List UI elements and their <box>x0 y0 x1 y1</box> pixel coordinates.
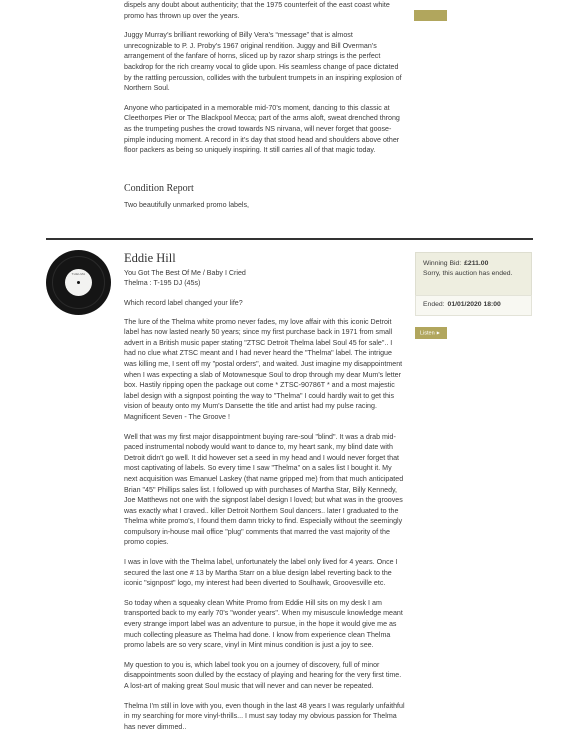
condition-text: Two beautifully unmarked promo labels, <box>124 201 249 209</box>
play-icon: ▶ <box>436 330 440 335</box>
description-paragraph: My question to you is, which label took you on a journey of discovery, full of minor disappointments soon dulled by the ecstacy of playing and hearing for the very first time. A lost-art of making great Soul music that will never and can never be repeated. <box>124 660 402 690</box>
description-paragraph: The lure of the Thelma white promo never fades, my love affair with this iconic Detroit label has now lasted nearly 50 years; since my first purchase back in 1971 from small advert in a British music paper stating "ZTSC Detroit Thelma label Soul 45 for sale".. I had no clue what ZTSC meant and I had never heard the "Thelma" label. The intrigue was killing me, I sent off my "postal orders", and waited. Just imagine my disappointment when I was expecting a slab of Motownesque Soul to drop through my dear Mum's letter box. Hastily ripping open the package out come * ZTSC-90786T * and a most majestic label design with a signpost pointing the way to "Thelma" I could hardly wait to get this vision of beauty onto my Mum's Dansette the title and artist had my pulse racing. Magnificent Seven - The Groove ! <box>124 317 403 421</box>
lot-detail <box>124 252 406 741</box>
listen-button-previous[interactable] <box>414 10 447 21</box>
listen-label: Listen <box>420 330 435 337</box>
winning-bid-label: Winning Bid: <box>423 260 462 267</box>
description-paragraph: Thelma I'm still in love with you, even though in the last 48 years I was regularly unfaithful in my searching for more vinyl-thrills... I must say today my obvious passion for Thelma has never dimmed.. <box>124 701 405 731</box>
ended-label: Ended: <box>423 301 445 308</box>
description-paragraph: Well that was my first major disappointment buying rare-soul "blind". It was a drab mid-paced instrumental nobody would want to dance to, my heart sank, my blind date with Detroit didn't go well. It did however set a seed in my head and I would never forget that most captivating of labels. So every time I saw "Thelma" on a sales list I bought it. My next acquisition was Emanuel Laskey (that name gripped me) from that much anticipated Brian "45" Phillips sales list. I followed up with purchases of Martha Star, Billy Kennedy, Joe Matthews not one with the signpost label design I loved; but what was in the grooves was exactly what I craved.. killer Detroit Northern Soul dancers.. later I graduated to the Thelma white promo's, I found them damn tricky to find. Especially without the seemingly compulsory in-house mail office "plug" comments that marred the vast majority of the promo copies. <box>124 432 404 547</box>
listen-button[interactable] <box>415 327 447 339</box>
lot-divider <box>46 238 533 240</box>
description-paragraph: So today when a squeaky clean White Promo from Eddie Hill sits on my desk I am transported back to my early 70's "wonder years". When my misuscule knowledge meant every strange import label was an adventure to pursue, in the hope it would give me as much collecting pleasure as Thelma had done. I know from experience clean Thelma promo labels are so very scare, vinyl in Mint minus condition is just a joy to see. <box>124 598 403 650</box>
catalog-number: Thelma : T-195 DJ (45s) <box>124 279 201 287</box>
auction-status-text: Sorry, this auction has ended. <box>423 270 513 277</box>
condition-report <box>124 183 402 211</box>
description-paragraph: I was in love with the Thelma label, unfortunately the label only lived for 4 years. Once I secured the last one # 13 by Martha Starr on a blue design label reverting back to the iconic "signpost" logo, my interest had been diverted to Soulhawk, Groovesville etc. <box>124 558 398 588</box>
record-label-brand: THELMA <box>71 272 86 276</box>
record-label <box>65 269 92 296</box>
description-paragraph: Anyone who participated in a memorable mid-70’s moment, dancing to this classic at Cleethorpes Pier or The Blackpool Mecca; part of the arms aloft, sweat drenched throng as the trumpeting pushes the crowd towards NS nirvana, will never forget that goose-pimple inducing moment. A record in it’s day that stood head and shoulders above other floor packers as being so uniquely inspiring. It still carries all of that magic today. <box>124 103 400 155</box>
artist-name: Eddie Hill <box>124 251 176 265</box>
ended-value: 01/01/2020 18:00 <box>447 301 501 308</box>
winning-bid-row <box>423 259 524 269</box>
record-spindle-hole <box>77 281 80 284</box>
winning-bid-value: £211.00 <box>464 260 489 267</box>
description-paragraph: dispels any doubt about authenticity; that the 1975 counterfeit of the east coast white promo has thrown up over the years. <box>124 1 390 20</box>
previous-lot-description <box>124 0 402 165</box>
auction-end-panel <box>415 295 532 316</box>
lot-question: Which record label changed your life? <box>124 299 243 307</box>
track-title: You Got The Best Of Me / Baby I Cried <box>124 269 246 277</box>
description-paragraph: Juggy Murray’s brilliant reworking of Billy Vera’s “message” that is almost unrecognizable to P. J. Proby’s 1967 original rendition. Juggy and Bill Overman’s arrangement of the fanfare of horns, sliced up by razor sharp strings is the perfect backdrop for the rich creamy vocal to glide upon. His seamless change of pace dictated by the rattling percussion, collides with the turbulent trumpets in an inspiring explosion of Northern Soul. <box>124 31 402 93</box>
lot-description <box>124 317 406 733</box>
record-image[interactable] <box>46 250 111 315</box>
condition-heading: Condition Report <box>124 183 194 194</box>
